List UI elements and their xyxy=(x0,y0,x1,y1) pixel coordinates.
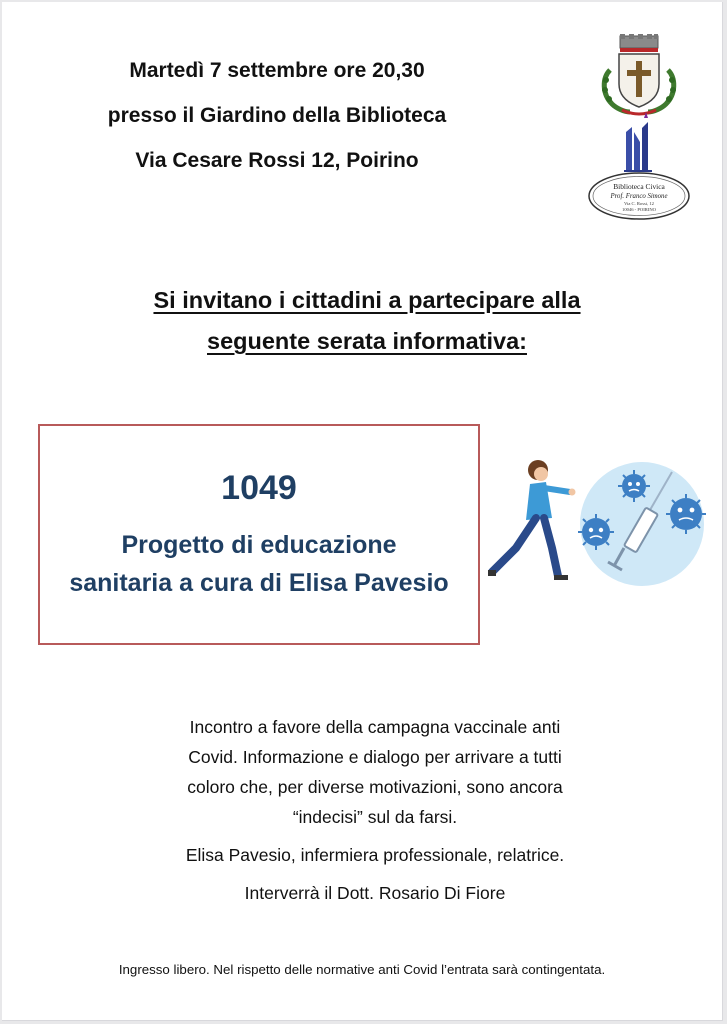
seal-line-2: Prof. Franco Simone xyxy=(610,193,668,200)
event-title-line-1: Progetto di educazione xyxy=(121,531,397,559)
event-box xyxy=(38,424,480,645)
event-details xyxy=(62,54,492,189)
description-line: Incontro a favore della campagna vaccinale anti xyxy=(189,717,561,737)
library-seal-icon xyxy=(589,173,689,219)
speaker-line: Elisa Pavesio, infermiera professionale, relatrice. xyxy=(185,845,565,865)
logos-column xyxy=(586,32,692,224)
event-description xyxy=(132,712,618,916)
vaccine-illustration xyxy=(486,452,716,597)
virus-icon xyxy=(666,494,706,534)
invitation-heading xyxy=(82,280,652,362)
description-line: Covid. Informazione e dialogo per arrivare a tutti xyxy=(188,747,562,767)
flyer-page xyxy=(2,2,723,1021)
event-address: Via Cesare Rossi 12, Poirino xyxy=(135,149,419,172)
person-figure xyxy=(488,460,576,580)
seal-line-4: 10046 - POIRINO xyxy=(622,207,656,212)
description-line: coloro che, per diverse motivazioni, sono ancora xyxy=(187,777,563,797)
event-code: 1049 xyxy=(221,469,297,507)
virus-icon xyxy=(578,514,614,550)
municipal-crest-icon xyxy=(602,34,676,114)
vaccine-vs-virus-illustration xyxy=(486,452,716,597)
event-title-line-2: sanitaria a cura di Elisa Pavesio xyxy=(69,569,449,597)
event-venue: presso il Giardino della Biblioteca xyxy=(107,104,447,127)
seal-line-3: Via C. Rossi, 12 xyxy=(624,201,654,206)
footer-note: Ingresso libero. Nel rispetto delle normative anti Covid l’entrata sarà contingentata. xyxy=(118,962,606,977)
library-logo-icon xyxy=(624,112,652,172)
guest-line: Interverrà il Dott. Rosario Di Fiore xyxy=(244,883,506,903)
invitation-line-2: seguente serata informativa: xyxy=(207,328,527,354)
invitation-line-1: Si invitano i cittadini a partecipare alla xyxy=(153,287,581,313)
seal-line-1: Biblioteca Civica xyxy=(613,182,665,191)
logos-graphic xyxy=(586,32,692,224)
event-date-time: Martedì 7 settembre ore 20,30 xyxy=(129,59,425,82)
description-line: “indecisi” sul da farsi. xyxy=(292,807,458,827)
description-paragraph xyxy=(132,712,618,832)
